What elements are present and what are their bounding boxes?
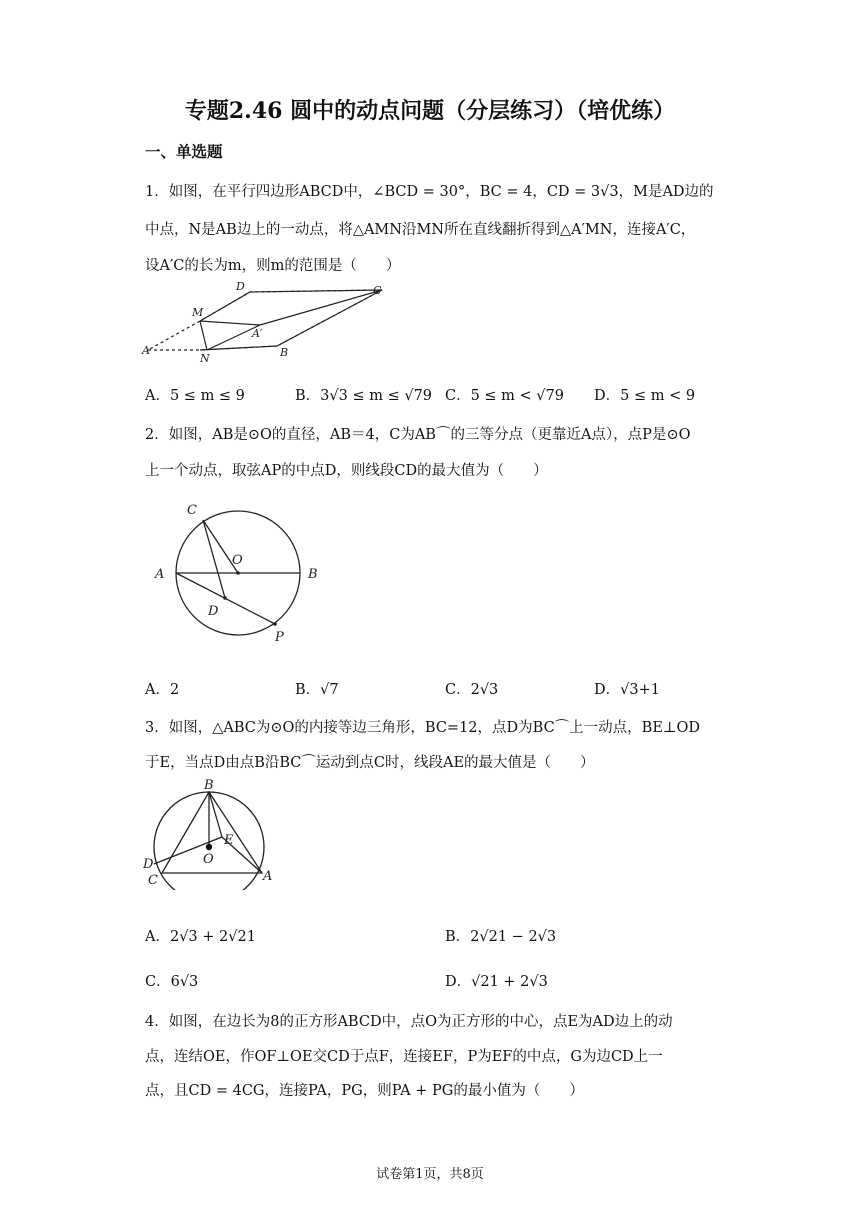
- q4-line-1: 4．如图，在边长为8的正方形ABCD中，点O为正方形的中心，点E为AD边上的动: [145, 1014, 673, 1030]
- q3-option-b: B．2√21 − 2√3: [445, 929, 557, 945]
- q2-label-D: D: [208, 604, 219, 619]
- q4-line-2: 点，连结OE，作OF⊥OE交CD于点F，连接EF，P为EF的中点，G为边CD上一: [145, 1049, 663, 1065]
- q1-option-a: A．5 ≤ m ≤ 9: [145, 388, 245, 404]
- q2-option-a: A．2: [145, 682, 180, 698]
- q2-label-C: C: [187, 503, 197, 518]
- q3-line-2: 于E，当点D由点B沿BC⌒运动到点C时，线段AE的最大值是（ ）: [145, 755, 595, 771]
- q2-option-c: C．2√3: [445, 682, 499, 698]
- q2-label-A: A: [155, 567, 165, 582]
- q4-line-3: 点，且CD = 4CG，连接PA，PG，则PA + PG的最小值为（ ）: [145, 1083, 584, 1099]
- q3-label-C: C: [148, 873, 158, 888]
- q3-option-c: C．6√3: [145, 974, 199, 990]
- q2-option-d: D．√3+1: [594, 682, 660, 698]
- q2-option-b: B．√7: [295, 682, 339, 698]
- q1-label-A: A: [142, 344, 150, 357]
- section-heading: 一、单选题: [145, 142, 223, 161]
- q3-label-O: O: [203, 852, 214, 867]
- q1-label-B: B: [280, 346, 289, 359]
- q2-circle-figure: [145, 498, 335, 648]
- q1-option-c: C．5 ≤ m < √79: [445, 388, 564, 404]
- q1-label-N: N: [200, 352, 210, 365]
- q2-label-P: P: [275, 630, 284, 645]
- q3-label-E: E: [224, 833, 234, 848]
- q1-line-3: 设A′C的长为m，则m的范围是（ ）: [145, 258, 401, 274]
- q1-line-1: 1．如图，在平行四边形ABCD中，∠BCD = 30°，BC = 4，CD = 3√3，M是AD边的: [145, 184, 714, 200]
- q2-label-O: O: [232, 553, 243, 568]
- q3-label-A: A: [263, 869, 273, 884]
- q3-line-1: 3．如图，△ABC为⊙O的内接等边三角形，BC=12，点D为BC⌒上一动点，BE⊥OD: [145, 720, 701, 736]
- q1-label-Aprime: A′: [252, 327, 263, 340]
- q1-option-b: B．3√3 ≤ m ≤ √79: [295, 388, 433, 404]
- q3-option-d: D．√21 + 2√3: [445, 974, 548, 990]
- q1-label-C: C: [373, 284, 382, 297]
- page-title: 专题2.46 圆中的动点问题（分层练习）（培优练）: [184, 98, 676, 124]
- q3-label-D: D: [143, 857, 154, 872]
- q1-line-2: 中点，N是AB边上的一动点，将△AMN沿MN所在直线翻折得到△A′MN，连接A′C，: [145, 222, 696, 238]
- q3-circle-figure: [140, 775, 285, 890]
- q3-option-a: A．2√3 + 2√21: [145, 929, 256, 945]
- q1-label-M: M: [192, 306, 204, 319]
- q3-label-B: B: [204, 778, 214, 793]
- page-footer: 试卷第1页，共8页: [376, 1167, 484, 1182]
- q2-line-2: 上一个动点，取弦AP的中点D，则线段CD的最大值为（ ）: [145, 463, 548, 479]
- q1-label-D: D: [236, 280, 245, 293]
- q2-label-B: B: [308, 567, 318, 582]
- q2-line-1: 2．如图，AB是⊙O的直径，AB＝4，C为AB⌒的三等分点（更靠近A点），点P是⊙O: [145, 427, 691, 443]
- q1-parallelogram-figure: [140, 280, 400, 365]
- q1-option-d: D．5 ≤ m < 9: [594, 388, 696, 404]
